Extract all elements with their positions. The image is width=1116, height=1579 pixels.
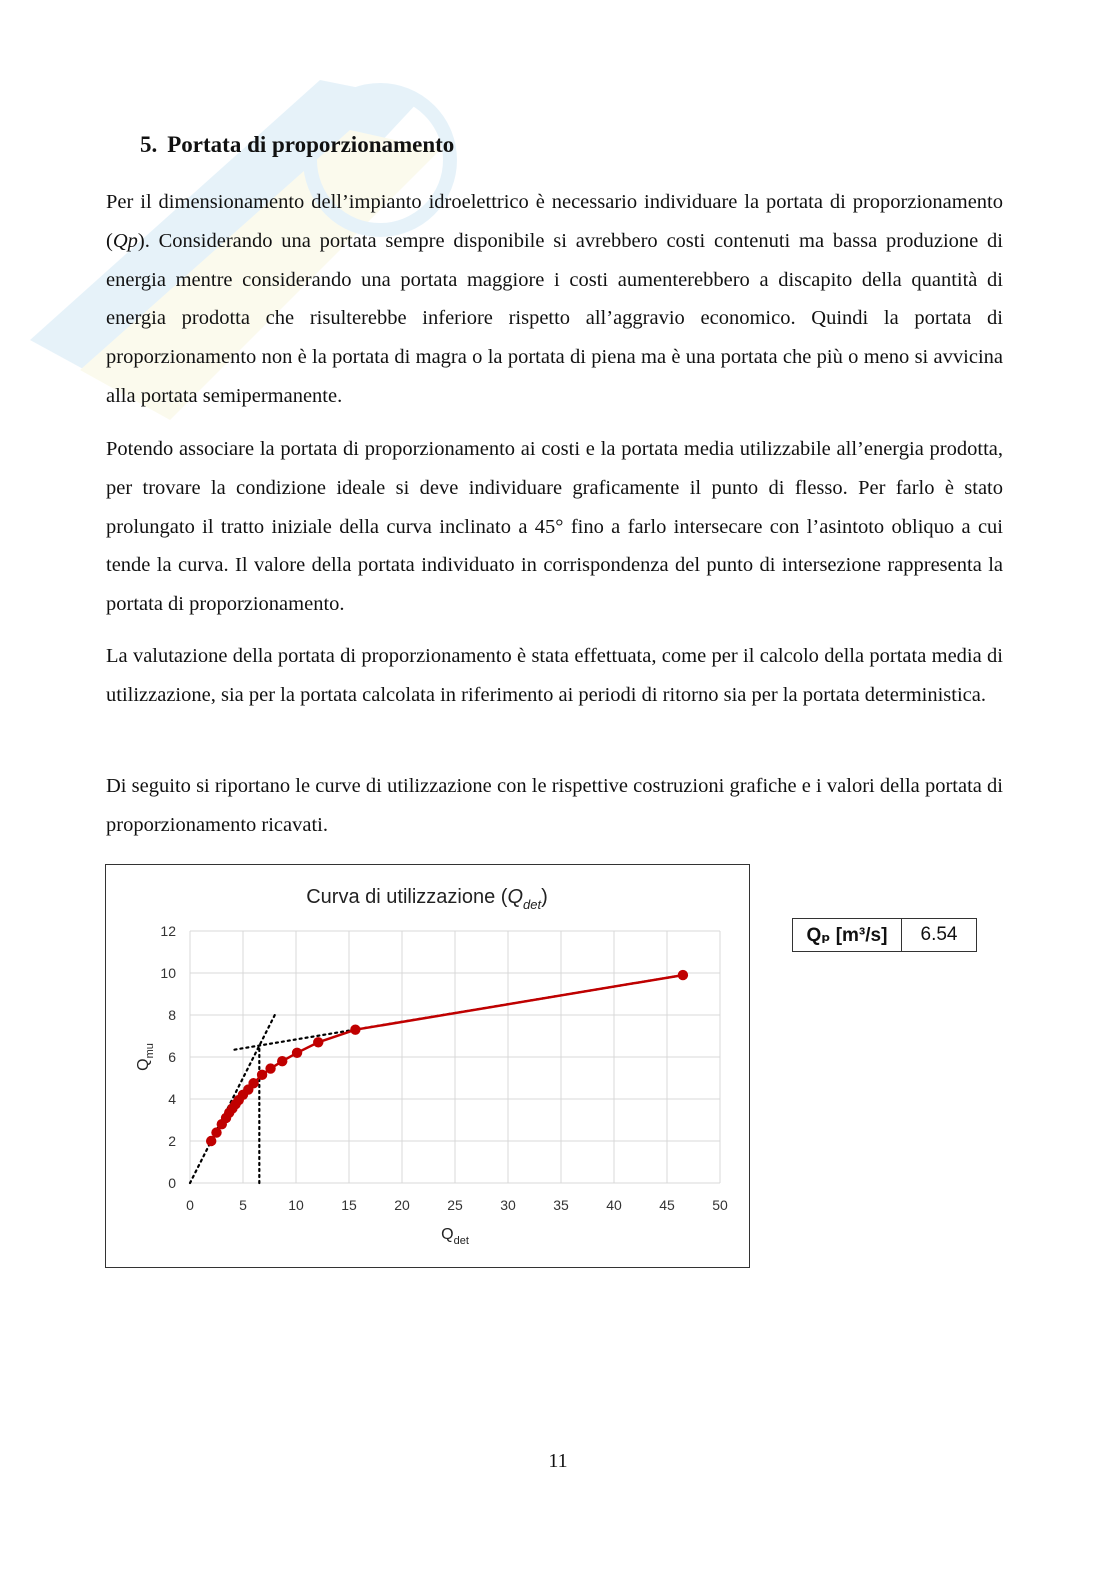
x-tick-label: 30 [500,1197,516,1213]
page-number: 11 [548,1450,568,1472]
data-point [265,1063,275,1073]
y-tick-label: 4 [168,1091,176,1107]
y-tick-label: 8 [168,1007,176,1023]
qp-value-cell: 6.54 [902,919,977,952]
paragraph-1 [106,183,1003,416]
x-tick-label: 40 [606,1197,622,1213]
chart-svg [106,865,749,1267]
data-point [277,1056,287,1066]
y-axis-label: $Q_{mu}$ [135,1043,156,1071]
y-tick-label: 6 [168,1049,176,1065]
y-tick-label: 12 [160,923,176,939]
paragraph-2: Potendo associare la portata di proporzionamento ai costi e la portata media utilizzabile all’energia prodotta, per trovare la condizione ideale si deve individuare graficamente il punto di flesso. Per farlo è stato prolungato il tratto iniziale della curva inclinato a 45° fino a farlo intersecare con l’asintoto obliquo a cui tende la curva. Il valore della portata individuato in corrispondenza del punto di intersezione rappresenta la portata di proporzionamento. [106,438,1003,616]
x-tick-label: 15 [341,1197,357,1213]
x-tick-label: 25 [447,1197,463,1213]
data-point [350,1025,360,1035]
section-title: Portata di proporzionamento [167,132,455,157]
x-tick-label: 20 [394,1197,410,1213]
data-point [292,1048,302,1058]
section-heading [140,132,454,158]
x-tick-label: 35 [553,1197,569,1213]
data-point [248,1078,258,1088]
utilization-curve-chart [105,864,750,1268]
y-tick-label: 10 [160,965,176,981]
y-tick-label: 0 [168,1175,176,1191]
qp-result-table [792,918,977,952]
paragraph-1-part-b: ). Considerando una portata sempre disponibile si avrebbero costi contenuti ma bassa produzione di energia mentre considerando una portata maggiore i costi aumenterebbero a discapito della quantità di energia prodotta che risulterebbe inferiore rispetto all’aggravio economico. Quindi la portata di proporzionamento non è la portata di magra o la portata di piena ma è una portata che più o meno si avvicina alla portata semipermanente. [106,229,1003,407]
qp-label-cell: Qₚ [m³/s] [793,919,902,952]
x-tick-label: 50 [712,1197,728,1213]
data-point [313,1037,323,1047]
x-tick-label: 45 [659,1197,675,1213]
qp-symbol: Qp [112,229,138,252]
x-tick-label: 10 [288,1197,304,1213]
x-tick-label: 5 [239,1197,247,1213]
data-point [678,970,688,980]
y-tick-label: 2 [168,1133,176,1149]
x-tick-label: 0 [186,1197,194,1213]
paragraph-4: Di seguito si riportano le curve di utilizzazione con le rispettive costruzioni grafiche e i valori della portata di proporzionamento ricavati. [106,775,1003,836]
chart-title: Curva di utilizzazione $(Q_{det})$ [306,886,548,912]
x-axis-label: $Q_{det}$ [441,1226,469,1247]
paragraph-1-part-a: Per il dimensionamento dell’impianto idroelettrico è necessario individuare la portata di proporzionamento ( [106,191,1003,252]
paragraph-3: La valutazione della portata di proporzionamento è stata effettuata, come per il calcolo della portata media di utilizzazione, sia per la portata calcolata in riferimento ai periodi di ritorno sia per la portata deterministica. [106,645,1003,706]
section-number: 5. [140,132,158,157]
data-point [257,1070,267,1080]
